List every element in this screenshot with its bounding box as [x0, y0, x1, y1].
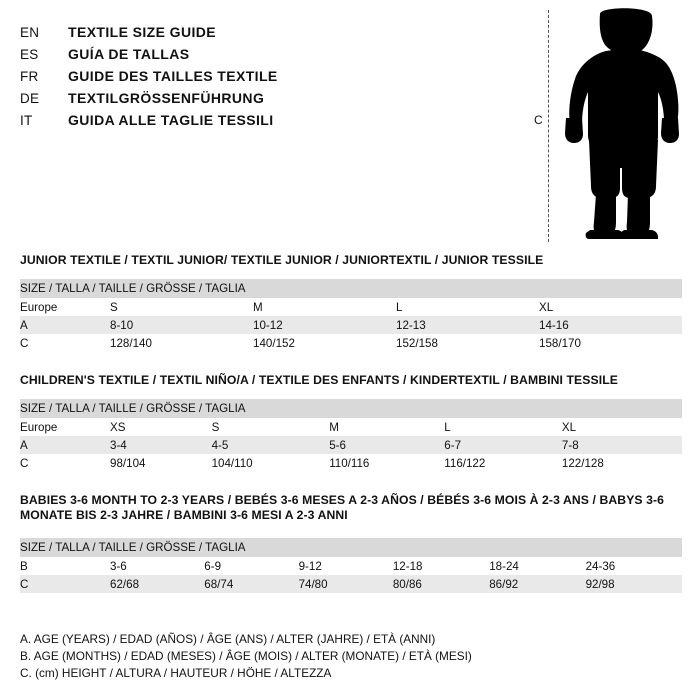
row-label: A: [20, 316, 110, 334]
language-code: DE: [20, 91, 40, 106]
row-value: 18-24: [489, 557, 585, 575]
row-value: 74/80: [299, 575, 393, 593]
row-value: 4-5: [212, 436, 330, 454]
row-value: 62/68: [110, 575, 204, 593]
table-row: [20, 334, 682, 352]
row-value: 68/74: [204, 575, 298, 593]
legend-line-b: B. AGE (MONTHS) / EDAD (MESES) / ÂGE (MOIS) / ALTER (MONATE) / ETÀ (MESI): [20, 649, 472, 663]
language-code: FR: [20, 69, 39, 84]
row-value: 3-4: [110, 436, 212, 454]
row-value: 116/122: [444, 454, 562, 472]
row-value: M: [329, 418, 444, 436]
row-value: 104/110: [212, 454, 330, 472]
legend-line-c: C. (cm) HEIGHT / ALTURA / HAUTEUR / HÖHE / ALTEZZA: [20, 666, 332, 680]
row-value: 158/170: [539, 334, 682, 352]
row-label: A: [20, 436, 110, 454]
language-row: [20, 24, 520, 46]
row-value: 8-10: [110, 316, 253, 334]
table-row: [20, 418, 682, 436]
language-title: GUÍA DE TALLAS: [68, 46, 190, 62]
table-row: [20, 436, 682, 454]
row-value: XS: [110, 418, 212, 436]
size-table-children: [20, 399, 682, 472]
language-code: ES: [20, 47, 39, 62]
row-value: 3-6: [110, 557, 204, 575]
table-row: [20, 316, 682, 334]
child-silhouette-icon: [556, 8, 686, 240]
table-header-row: [20, 538, 682, 557]
row-value: 6-7: [444, 436, 562, 454]
row-value: 140/152: [253, 334, 396, 352]
language-code: EN: [20, 25, 40, 40]
height-measure-figure: [510, 8, 690, 243]
row-value: 152/158: [396, 334, 539, 352]
language-title: GUIDA ALLE TAGLIE TESSILI: [68, 112, 274, 128]
row-label: Europe: [20, 298, 110, 316]
row-value: 6-9: [204, 557, 298, 575]
row-value: 12-18: [393, 557, 489, 575]
row-value: 24-36: [586, 557, 682, 575]
legend-line-a: A. AGE (YEARS) / EDAD (AÑOS) / ÂGE (ANS) / ALTER (JAHRE) / ETÀ (ANNI): [20, 632, 436, 646]
language-title: TEXTILE SIZE GUIDE: [68, 24, 216, 40]
table-row: [20, 557, 682, 575]
row-value: 7-8: [562, 436, 682, 454]
row-value: XL: [562, 418, 682, 436]
section-title-children: CHILDREN'S TEXTILE / TEXTIL NIÑO/A / TEXTILE DES ENFANTS / KINDERTEXTIL / BAMBINI TESSILE: [20, 373, 618, 387]
height-measure-label: C: [534, 113, 543, 127]
language-title-list: [20, 24, 520, 134]
legend-footer: [20, 631, 680, 682]
language-row: [20, 112, 520, 134]
language-row: [20, 68, 520, 90]
row-value: XL: [539, 298, 682, 316]
row-value: S: [212, 418, 330, 436]
table-header-row: [20, 279, 682, 298]
size-table-junior: [20, 279, 682, 352]
row-value: 12-13: [396, 316, 539, 334]
language-title: GUIDE DES TAILLES TEXTILE: [68, 68, 278, 84]
row-value: 80/86: [393, 575, 489, 593]
section-title-babies: BABIES 3-6 MONTH TO 2-3 YEARS / BEBÉS 3-6 MESES A 2-3 AÑOS / BÉBÉS 3-6 MOIS À 2-3 ANS / BABYS 3-6 MONATE BIS 2-3 JAHRE / BAMBINI 3-6 MESI A 2-3 ANNI: [20, 493, 665, 522]
size-header-label: SIZE / TALLA / TAILLE / GRÖSSE / TAGLIA: [20, 538, 682, 557]
row-value: 9-12: [299, 557, 393, 575]
row-value: 5-6: [329, 436, 444, 454]
size-header-label: SIZE / TALLA / TAILLE / GRÖSSE / TAGLIA: [20, 279, 682, 298]
table-row: [20, 298, 682, 316]
size-table-babies: [20, 538, 682, 593]
row-value: 122/128: [562, 454, 682, 472]
row-value: 110/116: [329, 454, 444, 472]
language-title: TEXTILGRÖSSENFÜHRUNG: [68, 90, 265, 106]
size-header-label: SIZE / TALLA / TAILLE / GRÖSSE / TAGLIA: [20, 399, 682, 418]
table-row: [20, 575, 682, 593]
language-row: [20, 46, 520, 68]
row-label: C: [20, 575, 110, 593]
section-title-junior: JUNIOR TEXTILE / TEXTIL JUNIOR/ TEXTILE JUNIOR / JUNIORTEXTIL / JUNIOR TESSILE: [20, 253, 544, 267]
row-value: 98/104: [110, 454, 212, 472]
row-label: Europe: [20, 418, 110, 436]
height-dashed-line: [548, 10, 549, 242]
row-value: 10-12: [253, 316, 396, 334]
row-value: 14-16: [539, 316, 682, 334]
table-header-row: [20, 399, 682, 418]
language-code: IT: [20, 113, 33, 128]
row-label: B: [20, 557, 110, 575]
row-value: M: [253, 298, 396, 316]
row-value: S: [110, 298, 253, 316]
row-label: C: [20, 334, 110, 352]
language-row: [20, 90, 520, 112]
row-value: L: [396, 298, 539, 316]
row-value: 92/98: [586, 575, 682, 593]
row-value: 128/140: [110, 334, 253, 352]
row-value: 86/92: [489, 575, 585, 593]
row-label: C: [20, 454, 110, 472]
table-row: [20, 454, 682, 472]
row-value: L: [444, 418, 562, 436]
